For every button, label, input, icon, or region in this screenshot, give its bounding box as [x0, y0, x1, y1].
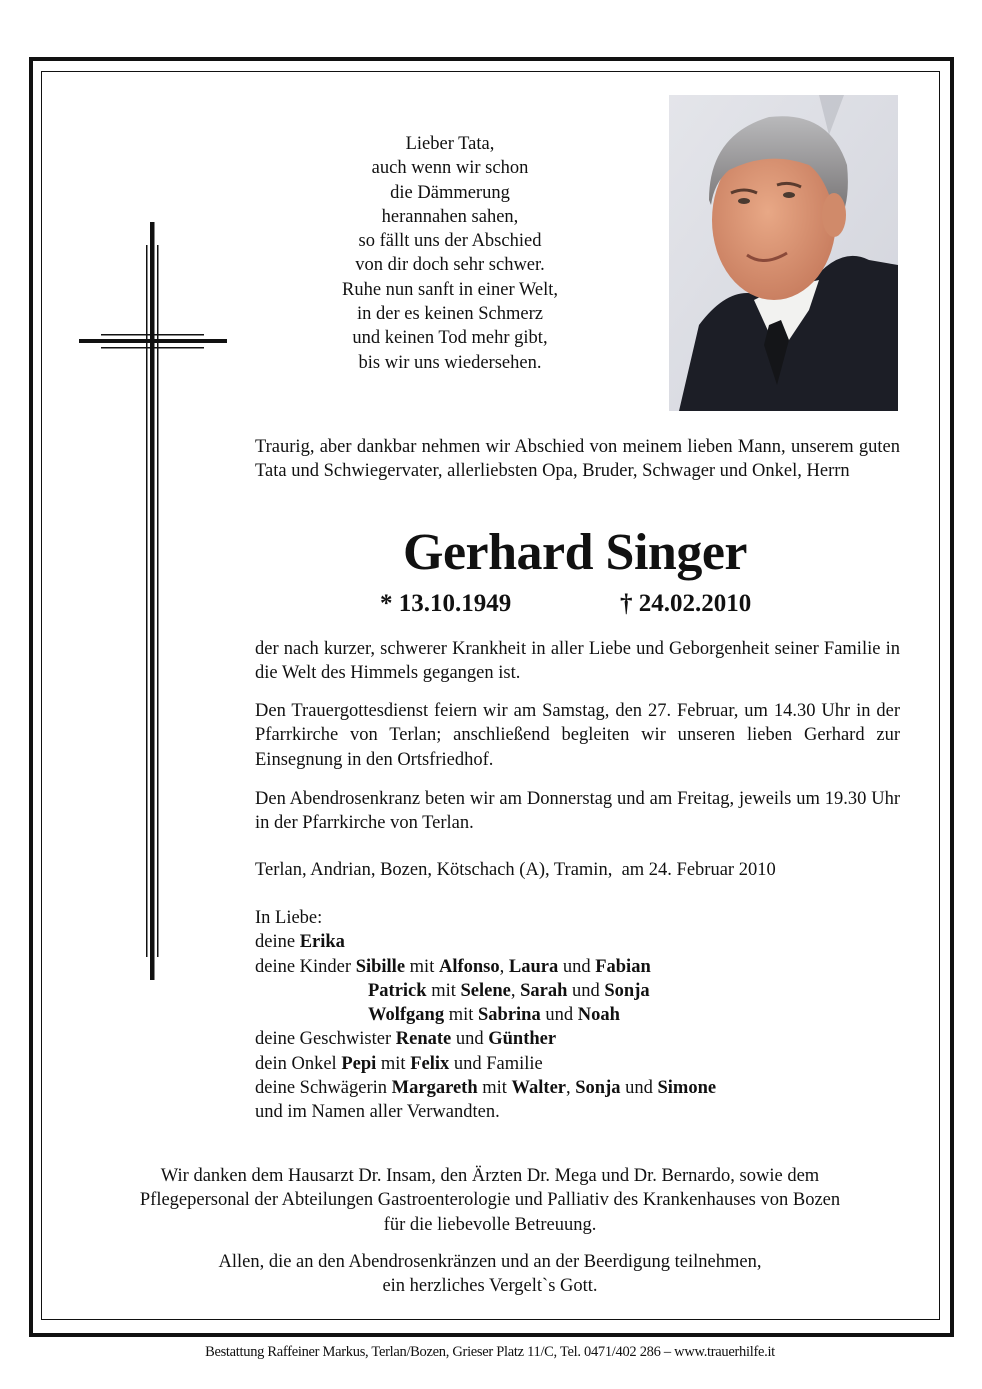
family-member-name: Laura	[508, 956, 559, 977]
family-text: und im Namen aller Verwandten.	[255, 1102, 500, 1123]
paragraph-rosary: Den Abendrosenkranz beten wir am Donnerstag und am Freitag, jeweils um 19.30 Uhr in der Pfarrkirche von Terlan.	[255, 789, 900, 834]
cross-horizontal-bar	[79, 339, 227, 343]
family-list	[255, 906, 895, 1125]
birth-date: * 13.10.1949	[380, 590, 512, 617]
family-text: und Familie	[449, 1053, 543, 1074]
family-text: mit	[405, 956, 439, 977]
poem-line: herannahen sahen,	[381, 206, 519, 227]
closing-text	[60, 1250, 920, 1299]
place-and-date: Terlan, Andrian, Bozen, Kötschach (A), Tramin, am 24. Februar 2010	[255, 860, 776, 880]
paragraph-passing: der nach kurzer, schwerer Krankheit in aller Liebe und Geborgenheit seiner Familie in die Welt des Himmels gegangen ist.	[255, 639, 900, 684]
family-member-name: Margareth	[391, 1078, 478, 1099]
poem-line: von dir doch sehr schwer.	[355, 255, 545, 276]
family-text: und	[567, 980, 605, 1001]
poem-line: so fällt uns der Abschied	[358, 231, 542, 252]
family-text: und	[558, 956, 596, 977]
poem-line: auch wenn wir schon	[371, 158, 529, 179]
cross-inner-line-top	[101, 334, 204, 336]
family-text: und	[540, 1005, 578, 1026]
intro-text: Traurig, aber dankbar nehmen wir Abschied von meinem lieben Mann, unserem guten Tata und Schwiegervater, allerliebsten Opa, Bruder, Schwager und Onkel, Herrn	[255, 437, 900, 482]
closing-line: Allen, die an den Abendrosenkränzen und an der Beerdigung teilnehmen,	[218, 1252, 762, 1272]
family-member-name: Sonja	[575, 1078, 621, 1099]
family-text: deine Schwägerin	[255, 1078, 392, 1099]
family-text: ,	[510, 980, 521, 1001]
poem-line: Ruhe nun sanft in einer Welt,	[341, 279, 558, 300]
family-row	[255, 1003, 895, 1027]
family-member-name: Selene	[460, 980, 511, 1001]
poem-line: die Dämmerung	[390, 182, 510, 203]
family-text: deine Geschwister	[255, 1029, 396, 1050]
thanks-text	[60, 1164, 920, 1237]
cross-icon	[70, 215, 240, 990]
family-row	[255, 955, 895, 979]
family-member-name: Sonja	[604, 980, 650, 1001]
family-member-name: Günther	[488, 1029, 557, 1050]
family-heading: In Liebe:	[255, 908, 323, 928]
family-row	[255, 1076, 895, 1100]
family-member-name: Pepi	[341, 1053, 377, 1074]
cross-vertical-bar	[150, 222, 155, 980]
funeral-home-footer: Bestattung Raffeiner Markus, Terlan/Bozen, Grieser Platz 11/C, Tel. 0471/402 286 – www.trauerhilfe.it	[205, 1344, 775, 1360]
family-member-name: Patrick	[368, 980, 427, 1001]
family-text: mit	[444, 1005, 478, 1026]
deceased-name: Gerhard Singer	[403, 524, 747, 581]
poem-line: bis wir uns wiedersehen.	[358, 352, 542, 373]
family-row	[255, 930, 895, 954]
closing-line: ein herzliches Vergelt`s Gott.	[382, 1276, 598, 1297]
family-text: ,	[566, 1078, 576, 1099]
poem	[300, 132, 600, 375]
death-date: † 24.02.2010	[620, 590, 752, 617]
family-member-name: Alfonso	[438, 956, 500, 977]
portrait-photo	[669, 95, 898, 411]
poem-line: Lieber Tata,	[405, 134, 495, 154]
family-member-name: Noah	[577, 1005, 620, 1026]
family-member-name: Felix	[410, 1053, 450, 1074]
family-text: deine Kinder	[255, 956, 356, 977]
family-member-name: Sabrina	[478, 1005, 541, 1026]
family-member-name: Erika	[299, 932, 345, 953]
family-member-name: Sibille	[355, 956, 406, 977]
family-member-name: Renate	[395, 1029, 452, 1050]
family-member-name: Simone	[657, 1078, 717, 1099]
cross-inner-line-right	[157, 245, 159, 957]
cross-inner-line-left	[146, 245, 148, 957]
family-text: und	[451, 1029, 489, 1050]
family-text: dein Onkel	[255, 1053, 342, 1074]
family-text: ,	[499, 956, 509, 977]
poem-line: und keinen Tod mehr gibt,	[352, 328, 548, 349]
poem-line: in der es keinen Schmerz	[357, 304, 543, 325]
family-text: deine	[255, 932, 300, 953]
family-text: mit	[376, 1053, 411, 1074]
family-text: und	[620, 1078, 658, 1099]
family-member-name: Walter	[511, 1078, 566, 1099]
family-member-name: Fabian	[595, 956, 651, 977]
thanks-line: Wir danken dem Hausarzt Dr. Insam, den Ärzten Dr. Mega und Dr. Bernardo, sowie dem	[160, 1166, 820, 1186]
paragraph-funeral-service: Den Trauergottesdienst feiern wir am Samstag, den 27. Februar, um 14.30 Uhr in der Pfarrkirche von Terlan; anschließend begleiten wir unseren lieben Gerhard zur Einsegnung in den Ortsfriedhof.	[255, 701, 900, 770]
cross-inner-line-bottom	[101, 347, 204, 349]
family-text: mit	[477, 1078, 512, 1099]
thanks-line: für die liebevolle Betreuung.	[383, 1214, 597, 1235]
family-text: mit	[426, 980, 461, 1001]
family-member-name: Sarah	[520, 980, 568, 1001]
family-row	[255, 979, 895, 1003]
family-row	[255, 1100, 895, 1124]
family-member-name: Wolfgang	[368, 1005, 445, 1026]
thanks-line: Pflegepersonal der Abteilungen Gastroenterologie und Palliativ des Krankenhauses von Bozen	[139, 1190, 841, 1211]
family-row	[255, 1027, 895, 1051]
family-row	[255, 1052, 895, 1076]
